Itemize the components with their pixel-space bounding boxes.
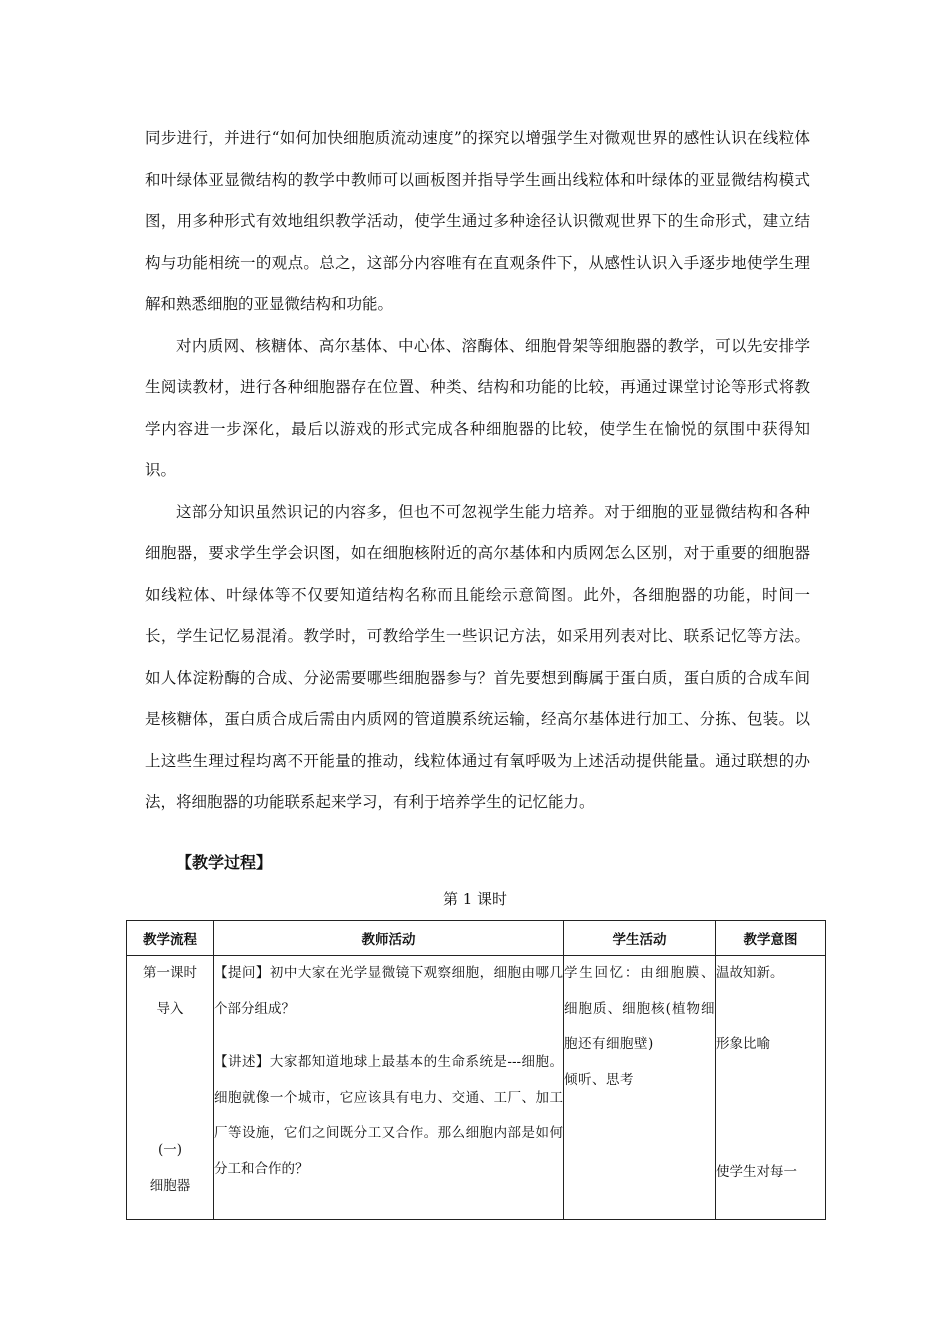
student-listen: 倾听、思考: [564, 1071, 634, 1088]
header-intent: 教学意图: [716, 921, 826, 956]
intent-cell: [716, 956, 826, 1220]
intent-metaphor: 形象比喻: [716, 1036, 770, 1052]
paragraph-2: 这部分知识虽然识记的内容多，但也不可忽视学生能力培养。对于细胞的亚显微结构和各种细胞器，要求学生学会识图，如在细胞核附近的高尔基体和内质网怎么区别，对于重要的细胞器如线粒体、叶绿体等不仅要知道结构名称而且能绘示意简图。此外，各细胞器的功能，时间一长，学生记忆易混淆。教学时，可教给学生一些识记方法，如采用列表对比、联系记忆等方法。如人体淀粉酶的合成、分泌需要哪些细胞器参与？首先要想到酶属于蛋白质，蛋白质的合成车间是核糖体，蛋白质合成后需由内质网的管道膜系统运输，经高尔基体进行加工、分拣、包装。以上这些生理过程均离不开能量的推动，线粒体通过有氧呼吸为上述活动提供能量。通过联想的办法，将细胞器的功能联系起来学习，有利于培养学生的记忆能力。: [145, 502, 810, 811]
intent-each: 使学生对每一: [716, 1163, 797, 1180]
teacher-lecture: 【讲述】大家都知道地球上最基本的生命系统是---细胞。细胞就像一个城市，它应该具有电力、交通、工厂、加工厂等设施，它们之间既分工又合作。那么细胞内部是如何分工和合作的？: [214, 1054, 563, 1177]
lesson-table: [126, 920, 826, 1220]
lesson-caption: 第 1 课时: [442, 890, 508, 908]
body-text: [145, 118, 810, 824]
table-row: [127, 956, 826, 1220]
student-cell: [564, 956, 716, 1220]
student-recall: 学生回忆：由细胞膜、细胞质、细胞核(植物细胞还有细胞壁): [564, 965, 715, 1052]
flow-lesson: 第一课时: [143, 965, 197, 981]
teacher-question: 【提问】初中大家在光学显微镜下观察细胞，细胞由哪几个部分组成？: [214, 965, 563, 1017]
table-header-row: [127, 921, 826, 956]
section-heading: 【教学过程】: [176, 853, 273, 872]
header-student: 学生活动: [564, 921, 716, 956]
teacher-cell: [214, 956, 564, 1220]
flow-section-number: (一): [157, 1142, 183, 1158]
flow-cell: [127, 956, 214, 1220]
flow-organelles: 细胞器: [149, 1177, 191, 1194]
header-flow: 教学流程: [127, 921, 214, 956]
paragraph-1: 对内质网、核糖体、高尔基体、中心体、溶酶体、细胞骨架等细胞器的教学，可以先安排学生阅读教材，进行各种细胞器存在位置、种类、结构和功能的比较，再通过课堂讨论等形式将教学内容进一步深化，最后以游戏的形式完成各种细胞器的比较，使学生在愉悦的氛围中获得知识。: [145, 336, 810, 479]
header-teacher: 教师活动: [214, 921, 564, 956]
intent-review: 温故知新。: [716, 965, 784, 981]
flow-intro: 导入: [156, 1000, 184, 1017]
paragraph-0: 同步进行，并进行“如何加快细胞质流动速度”的探究以增强学生对微观世界的感性认识在线粒体和叶绿体亚显微结构的教学中教师可以画板图并指导学生画出线粒体和叶绿体的亚显微结构模式图，用多种形式有效地组织教学活动，使学生通过多种途径认识微观世界下的生命形式，建立结构与功能相统一的观点。总之，这部分内容唯有在直观条件下，从感性认识入手逐步地使学生理解和熟悉细胞的亚显微结构和功能。: [145, 129, 810, 313]
